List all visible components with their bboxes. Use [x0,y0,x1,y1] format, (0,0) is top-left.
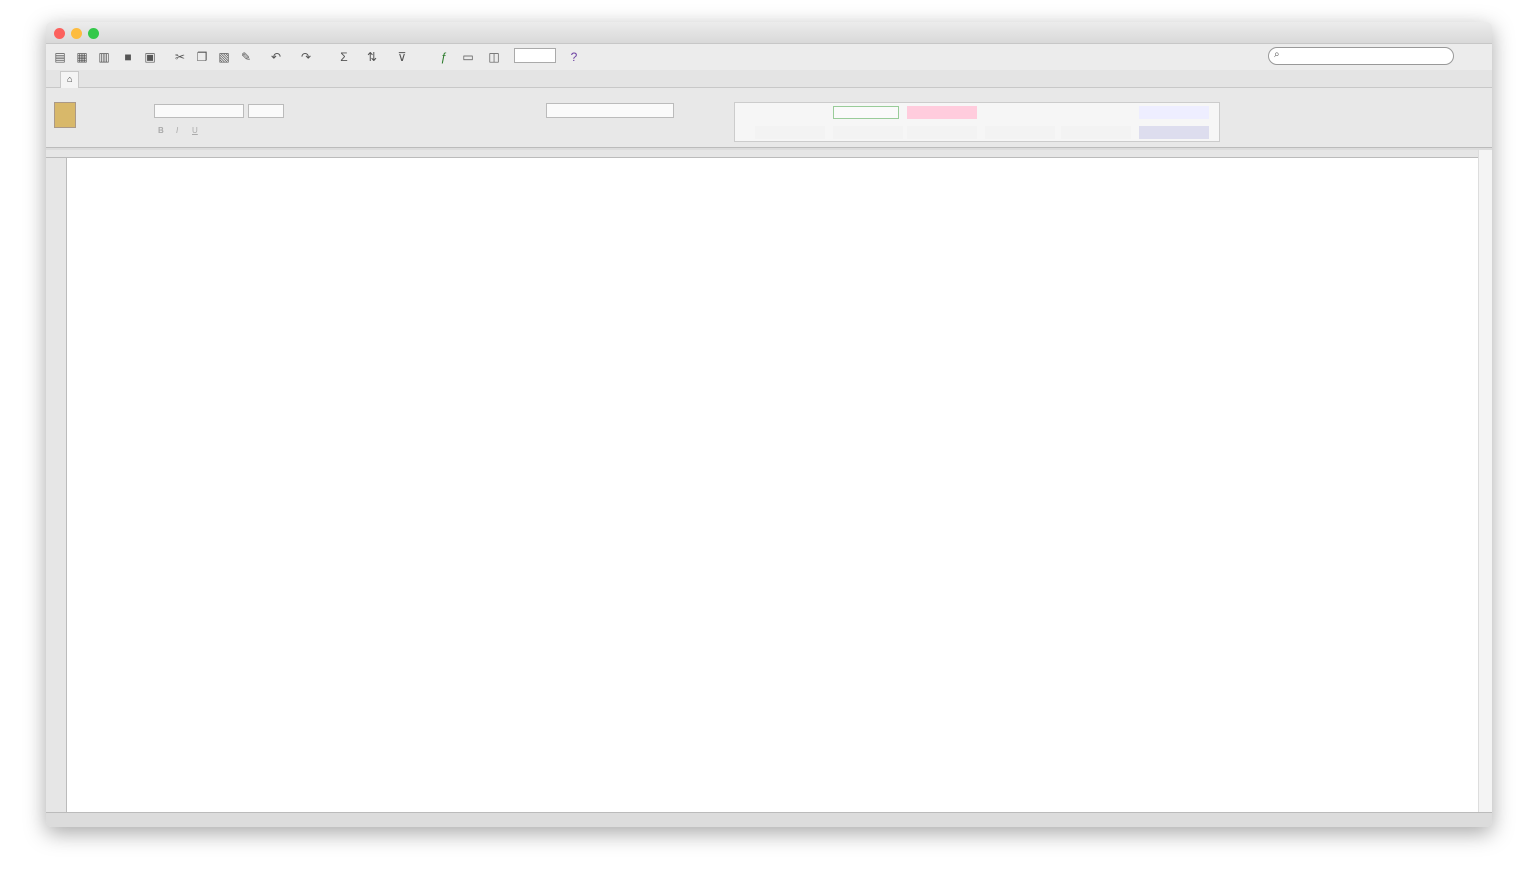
cut-icon[interactable]: ✂ [174,50,186,64]
row-headers [46,158,67,812]
font-size-select[interactable] [248,104,284,118]
font-name-select[interactable] [154,104,244,118]
bold-button[interactable]: B [158,126,164,135]
autosum-icon[interactable]: Σ [340,50,348,64]
toolbox-icon[interactable]: ◫ [488,50,500,64]
tab-home[interactable]: ⌂ [60,71,79,88]
style-accent-2[interactable] [755,126,825,139]
copy-icon[interactable]: ❐ [196,50,208,64]
sheet-tabs-bar [46,812,1492,827]
gallery-icon[interactable]: ▭ [462,50,474,64]
open-icon[interactable]: ▥ [98,50,110,64]
column-headers [46,150,1478,158]
paste-icon[interactable]: ▧ [218,50,230,64]
filter-icon[interactable]: ⊽ [397,50,407,64]
number-format-select[interactable] [546,103,674,118]
search-icon: ⌕ [1274,49,1280,60]
style-warning-text[interactable] [755,106,825,119]
function-icon[interactable]: ƒ [440,50,448,64]
style-normal[interactable] [833,106,899,119]
save-icon[interactable]: ■ [124,50,132,64]
close-window-button[interactable] [54,28,65,39]
style-accent-7[interactable] [1139,126,1209,139]
style-accent-4[interactable] [907,126,977,139]
excel-window [46,22,1492,827]
underline-button[interactable]: U [192,126,198,135]
minimize-window-button[interactable] [71,28,82,39]
print-icon[interactable]: ▣ [144,50,156,64]
style-accent-1[interactable] [1139,106,1209,119]
format-painter-icon[interactable]: ✎ [240,50,252,64]
style-accent-5[interactable] [985,126,1055,139]
styles-gallery [734,102,1220,142]
style-accent-6[interactable] [1061,126,1131,139]
redo-icon[interactable]: ↷ [300,50,312,64]
title-bar [46,22,1492,44]
sort-icon[interactable]: ⇅ [366,50,378,64]
italic-button[interactable]: I [176,126,179,135]
new-icon[interactable]: ▤ [54,50,66,64]
style-hyperlink[interactable] [985,106,1055,119]
undo-icon[interactable]: ↶ [270,50,282,64]
home-ribbon [46,88,1492,148]
zoom-window-button[interactable] [88,28,99,39]
zoom-select[interactable] [514,48,556,63]
style-bad[interactable] [907,106,977,119]
templates-icon[interactable]: ▦ [76,50,88,64]
style-accent-3[interactable] [833,126,903,139]
help-icon[interactable]: ? [570,50,578,64]
vertical-scrollbar[interactable] [1478,150,1492,812]
ribbon-tabs [46,70,1492,88]
spreadsheet-grid[interactable] [67,158,1478,812]
style-heading[interactable] [1061,104,1133,119]
search-input[interactable] [1268,47,1454,65]
paste-large-icon[interactable] [54,102,76,128]
